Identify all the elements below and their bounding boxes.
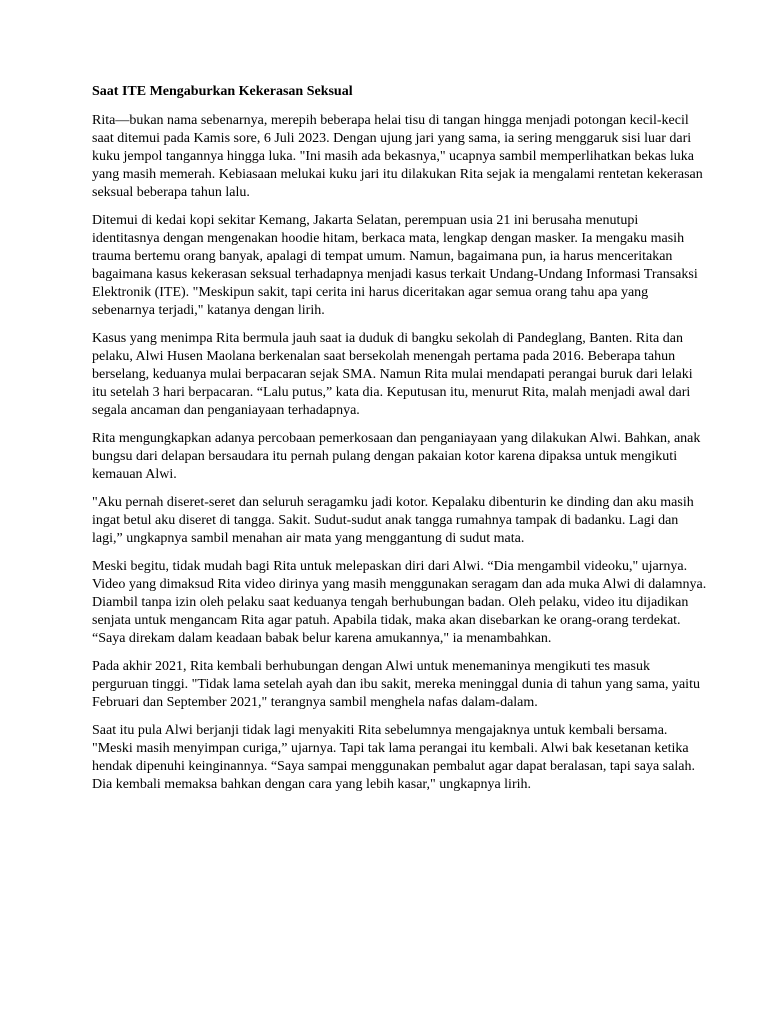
paragraph-2: Ditemui di kedai kopi sekitar Kemang, Jakarta Selatan, perempuan usia 21 ini berusaha menutupi identitasnya dengan mengenakan hoodie hitam, berkaca mata, lengkap dengan masker. Ia mengaku masih trauma bertemu orang banyak, apalagi di tempat umum. Namun, bagaimana pun, ia harus menceritakan bagaimana kasus kekerasan seksual terhadapnya menjadi kasus terkait Undang-Undang Informasi Transaksi Elektronik (ITE). "Meskipun sakit, tapi cerita ini harus diceritakan agar semua orang tahu apa yang sebenarnya terjadi," katanya dengan lirih. <box>92 213 698 318</box>
paragraph-1: Rita—bukan nama sebenarnya, merepih beberapa helai tisu di tangan hingga menjadi potongan kecil-kecil saat ditemui pada Kamis sore, 6 Juli 2023. Dengan ujung jari yang sama, ia sering menggaruk sisi luar dari kuku jempol tangannya hingga luka. "Ini masih ada bekasnya," ucapnya sambil memperlihatkan bekas luka yang masih memerah. Kebiasaan melukai kuku jari itu dilakukan Rita sejak ia mengalami rentetan kekerasan seksual beberapa tahun lalu. <box>92 113 703 200</box>
paragraph-7: Pada akhir 2021, Rita kembali berhubungan dengan Alwi untuk menemaninya mengikuti tes masuk perguruan tinggi. "Tidak lama setelah ayah dan ibu sakit, mereka meninggal dunia di tahun yang sama, yaitu Februari dan September 2021," terangnya sambil menghela nafas dalam-dalam. <box>92 659 700 710</box>
paragraph-4: Rita mengungkapkan adanya percobaan pemerkosaan dan penganiayaan yang dilakukan Alwi. Bahkan, anak bungsu dari delapan bersaudara itu pernah pulang dengan pakaian kotor karena dipaksa untuk mengikuti kemauan Alwi. <box>92 431 701 482</box>
article-title: Saat ITE Mengaburkan Kekerasan Seksual <box>92 84 353 99</box>
paragraph-8: Saat itu pula Alwi berjanji tidak lagi menyakiti Rita sebelumnya mengajaknya untuk kembali bersama. "Meski masih menyimpan curiga,” ujarnya. Tapi tak lama perangai itu kembali. Alwi bak kesetanan ketika hendak dipenuhi keinginannya. “Saya sampai menggunakan pembalut agar dapat beralasan, tapi saya salah. Dia kembali memaksa bahkan dengan cara yang lebih kasar," ungkapnya lirih. <box>92 723 695 792</box>
paragraph-3: Kasus yang menimpa Rita bermula jauh saat ia duduk di bangku sekolah di Pandeglang, Banten. Rita dan pelaku, Alwi Husen Maolana berkenalan saat bersekolah menengah pertama pada 2016. Beberapa tahun berselang, keduanya mulai berpacaran sejak SMA. Namun Rita mulai mendapati perangai buruk dari lelaki itu setelah 3 hari berpacaran. “Lalu putus,” kata dia. Keputusan itu, menurut Rita, malah menjadi awal dari segala ancaman dan penganiayaan terhadapnya. <box>92 331 693 418</box>
paragraph-5: "Aku pernah diseret-seret dan seluruh seragamku jadi kotor. Kepalaku dibenturin ke dinding dan aku masih ingat betul aku diseret di tangga. Sakit. Sudut-sudut anak tangga rumahnya tampak di badanku. Lagi dan lagi,” ungkapnya sambil menahan air mata yang menggantung di sudut mata. <box>92 495 694 546</box>
paragraph-6: Meski begitu, tidak mudah bagi Rita untuk melepaskan diri dari Alwi. “Dia mengambil videoku," ujarnya. Video yang dimaksud Rita video dirinya yang masih menggunakan seragam dan ada muka Alwi di dalamnya. Diambil tanpa izin oleh pelaku saat keduanya tengah berhubungan badan. Oleh pelaku, video itu dijadikan senjata untuk mengancam Rita agar patuh. Apabila tidak, maka akan disebarkan ke orang-orang terdekat. “Saya direkam dalam keadaan babak belur karena amukannya," ia menambahkan. <box>92 559 707 646</box>
